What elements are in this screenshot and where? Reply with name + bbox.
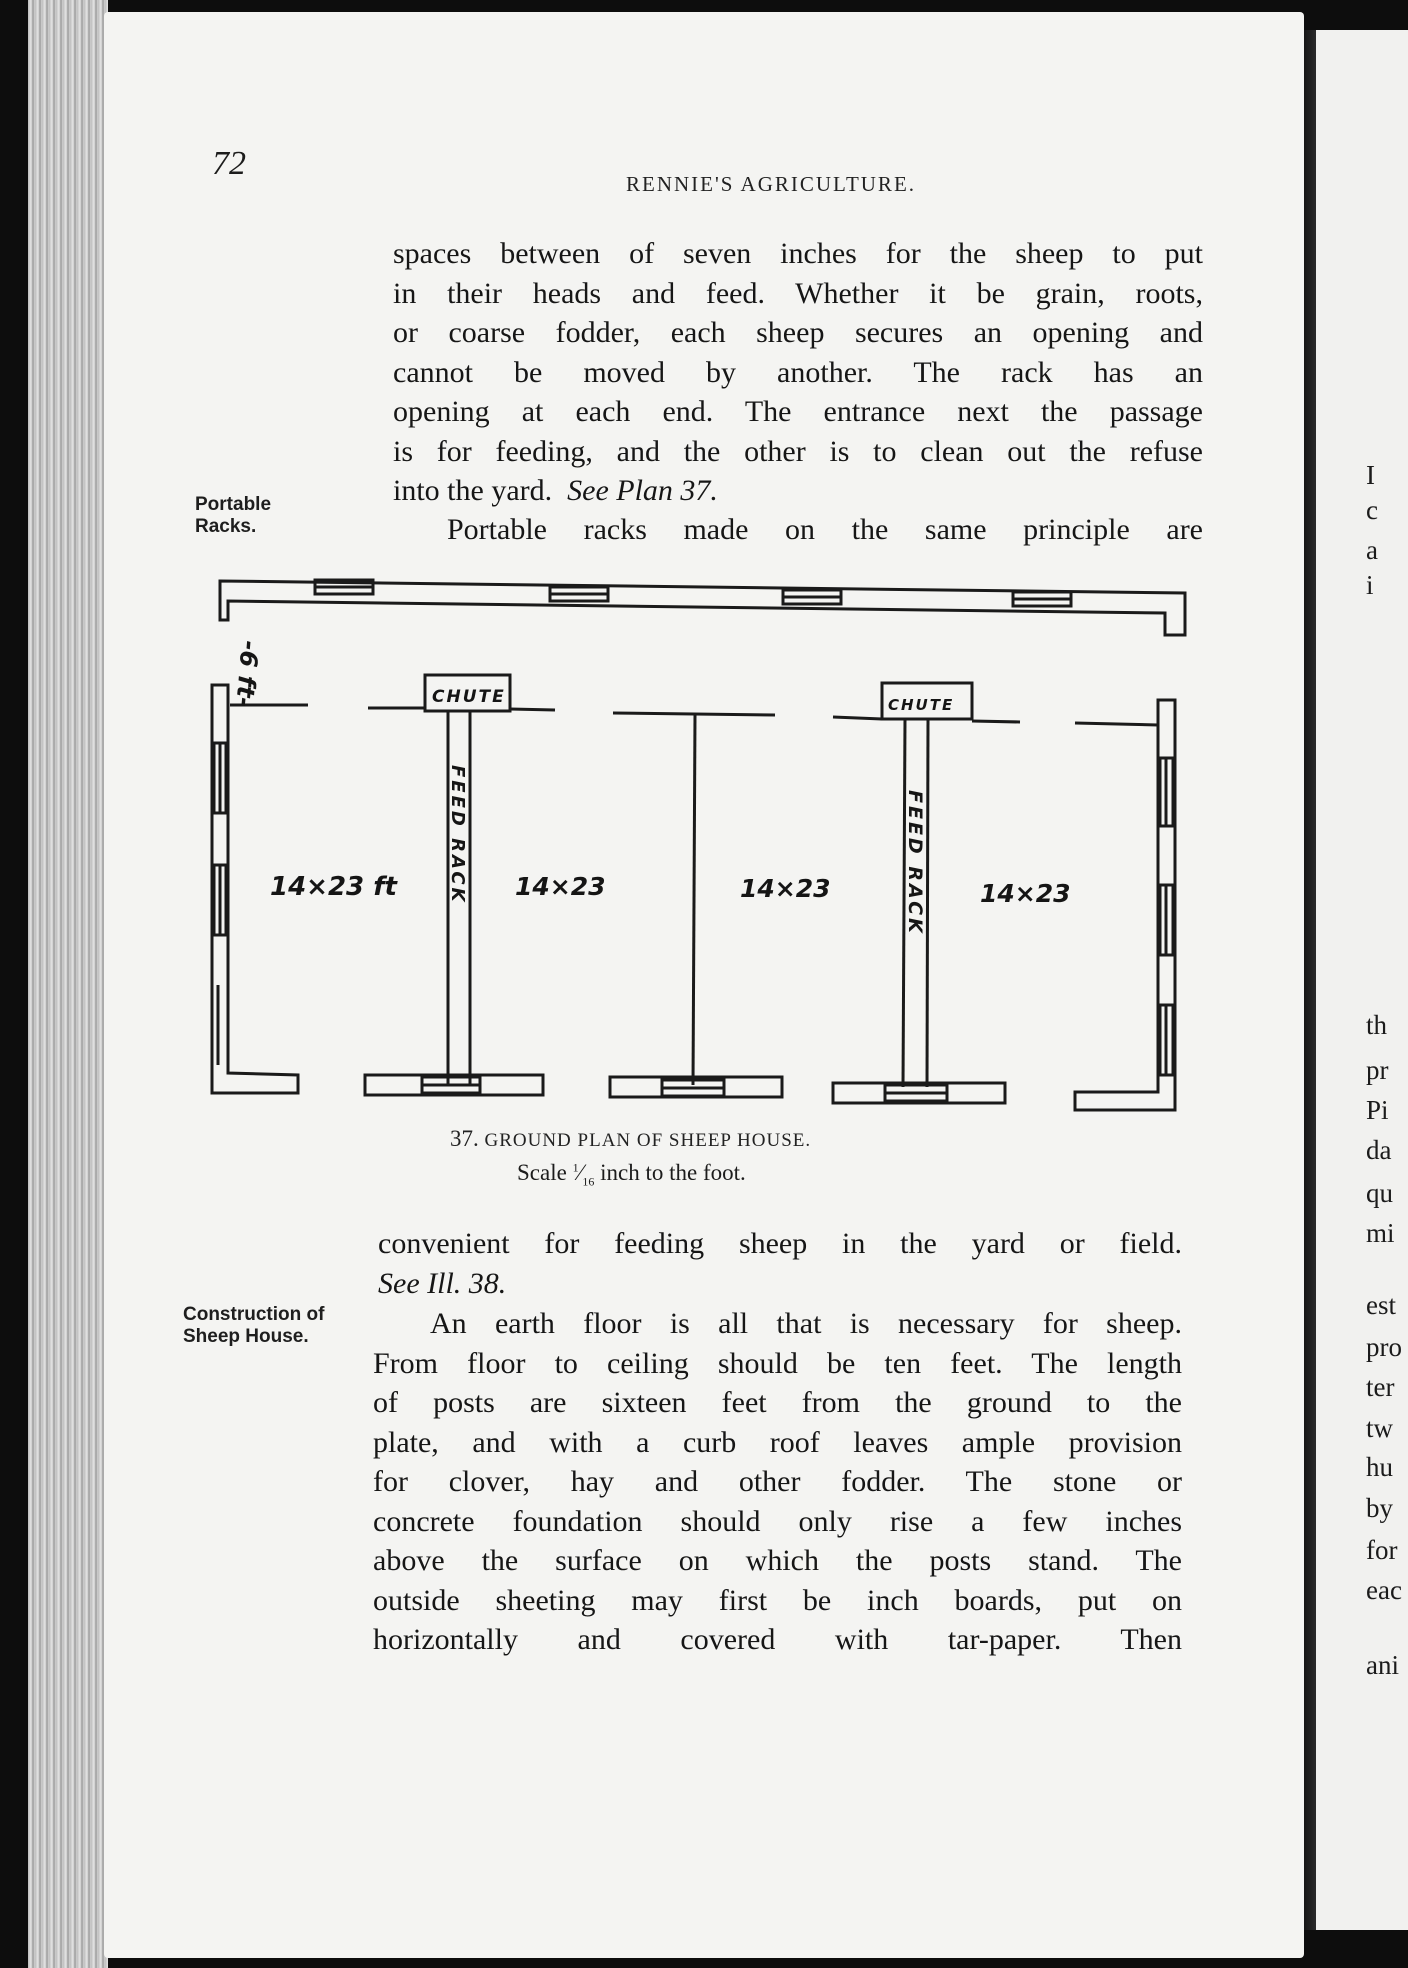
text-line: outside sheeting may first be inch boards, put on [373,1583,1182,1617]
facing-page-fragment: i [1366,570,1374,600]
page-number: 72 [212,145,246,182]
text-line: is for feeding, and the other is to clean out the refuse [393,434,1203,468]
facing-page-fragment: pro [1366,1332,1402,1362]
text-line: for clover, hay and other fodder. The stone or [373,1465,1182,1498]
scale-den: 16 [582,1174,595,1189]
text-run: into the yard. [393,474,553,507]
facing-page-fragment: est [1366,1290,1396,1320]
text-line [378,1264,1182,1304]
facing-page-fragment: th [1366,1010,1388,1040]
facing-page-fragment: mi [1366,1218,1395,1248]
room-dimension-label: 14×23 ft [270,872,397,902]
scale-text: inch to the foot. [600,1160,746,1185]
text-line: horizontally and covered with tar-paper. Then [373,1623,1182,1656]
text-line: cannot be moved by another. The rack has an [393,355,1203,389]
facing-page-fragment: da [1366,1135,1392,1165]
text-line: of posts are sixteen feet from the ground to the [373,1386,1182,1419]
text-line: spaces between of seven inches for the sheep to put [393,237,1203,270]
chute-label: CHUTE [888,696,955,714]
facing-page-fragment: a [1366,535,1378,565]
room-dimension-label: 14×23 [980,879,1071,908]
facing-page-fragment: Pi [1366,1095,1389,1125]
text-line: above the surface on which the posts stand. The [373,1544,1182,1577]
ground-plan-figure [200,565,1190,1125]
text-line: convenient for feeding sheep in the yard or field. [378,1227,1182,1260]
facing-page-fragment: eac [1366,1575,1402,1605]
book-page-edges [28,0,108,1968]
passage-outer-wall [220,581,1185,635]
facing-page-fragment: tw [1366,1413,1393,1443]
text-line: Portable racks made on the same principle are [447,513,1203,546]
side-note-portable-racks [195,494,271,538]
paragraph-portable [447,510,1203,550]
paragraph-top [393,234,1203,511]
figure-caption [450,1126,811,1152]
facing-page-fragment: pr [1366,1055,1389,1085]
figure-number: 37. [450,1126,479,1151]
facing-page-fragment: ani [1366,1650,1399,1680]
passage-width-label: -6 ft- [230,639,264,709]
feed-rack-label: FEED RACK [447,765,468,905]
scale-num: 1 [572,1160,579,1175]
text-line [393,471,1203,511]
facing-page-fragment: qu [1366,1178,1393,1208]
text-line: From floor to ceiling should be ten feet. The length [373,1346,1182,1380]
facing-page-fragment: for [1366,1535,1398,1565]
facing-page-fragment: ter [1366,1372,1395,1402]
plan-reference: See Plan 37. [567,474,718,507]
side-note-line: Portable [195,494,272,515]
paragraph-construction [373,1304,1182,1660]
figure-title: GROUND PLAN OF SHEEP HOUSE. [484,1130,812,1151]
side-note-line: Construction of [183,1304,325,1325]
facing-page-fragment: hu [1366,1452,1393,1482]
side-note-line: Racks. [195,516,257,537]
illustration-reference: See Ill. 38. [378,1266,507,1300]
feed-rack-label: FEED RACK [904,790,926,936]
figure-scale: Scale $^1⁄_{16}$ inch to the foot. [517,1160,746,1189]
room-dimension-label: 14×23 [515,872,606,901]
side-note-line: Sheep House. [183,1326,309,1347]
text-line: An earth floor is all that is necessary for sheep. [430,1307,1182,1340]
side-note-construction [183,1304,324,1348]
text-line: plate, and with a curb roof leaves ample provision [373,1425,1182,1459]
running-head: RENNIE'S AGRICULTURE. [626,172,917,196]
facing-page [1316,30,1408,1930]
paragraph-convenient [378,1224,1182,1303]
scale-text: Scale [517,1160,567,1185]
text-line: in their heads and feed. Whether it be grain, roots, [393,276,1203,310]
room-dimension-label: 14×23 [740,874,831,903]
text-line: or coarse fodder, each sheep secures an opening and [393,316,1203,349]
chute-label: CHUTE [432,687,506,707]
facing-page-fragment: I [1366,460,1375,490]
facing-page-fragment: c [1366,495,1378,525]
text-line: opening at each end. The entrance next the passage [393,395,1203,428]
text-line: concrete foundation should only rise a few inches [373,1504,1182,1538]
facing-page-fragment: by [1366,1493,1393,1523]
